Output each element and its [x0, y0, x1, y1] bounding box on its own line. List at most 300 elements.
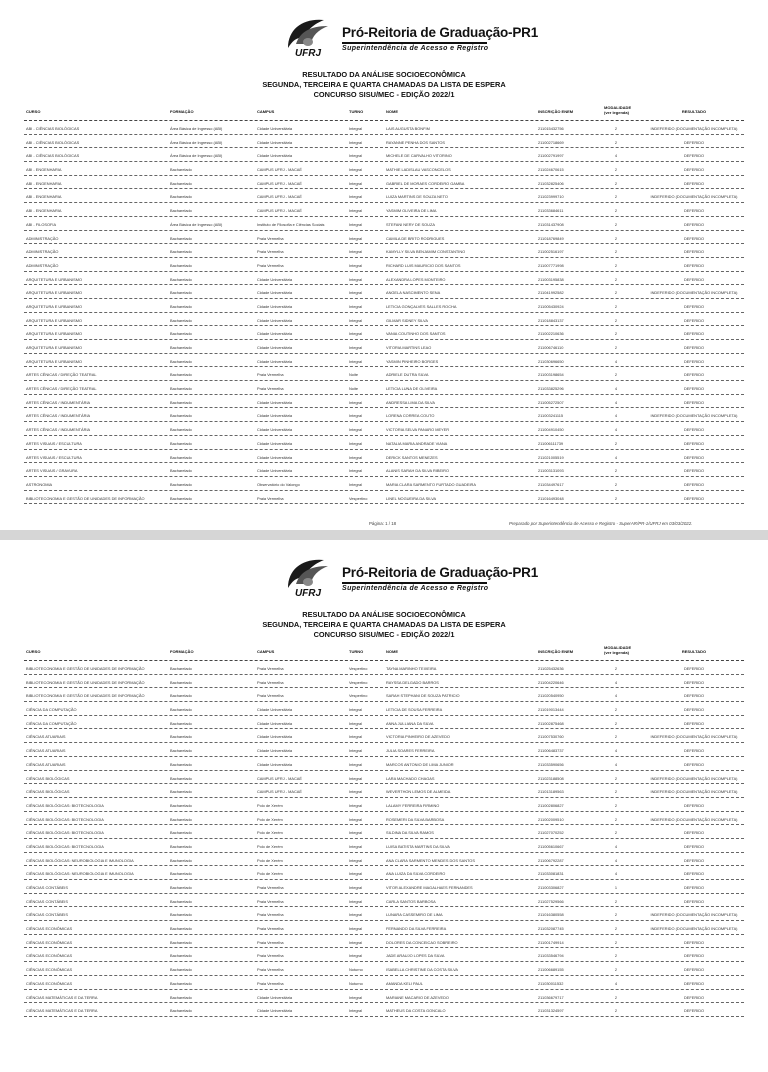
cell-turno: Integral — [349, 789, 362, 795]
cell-campus: Cidade Universitária — [257, 126, 293, 131]
cell-turno: Integral — [349, 399, 362, 405]
cell-formacao: Bacharelado — [170, 830, 192, 836]
cell-nome: MATHIE LADISLAU VASCONCELOS — [386, 167, 451, 173]
cell-modalidade: 2 — [614, 939, 618, 945]
report-heading — [0, 610, 768, 640]
cell-turno: Integral — [349, 358, 362, 364]
cell-resultado: INDEFERIDO (DOCUMENTAÇÃO INCOMPLETA) — [650, 775, 738, 781]
cell-modalidade: 4 — [614, 693, 618, 699]
cell-curso: CIÊNCIA DA COMPUTAÇÃO — [26, 720, 77, 726]
cell-campus: Praia Vermelha — [257, 912, 284, 918]
heading-line-2: SEGUNDA, TERCEIRA E QUARTA CHAMADAS DA LISTA DE ESPERA — [262, 80, 506, 89]
cell-inscricao: 211007530760 — [538, 734, 564, 740]
cell-curso: CIÊNCIAS BIOLÓGICAS — [26, 775, 70, 781]
cell-resultado: DEFERIDO — [683, 843, 705, 849]
cell-formacao: Bacharelado — [170, 345, 192, 350]
cell-formacao: Bacharelado — [170, 748, 192, 754]
cell-resultado: DEFERIDO — [683, 440, 705, 446]
cell-nome: LETICIA GONÇALVES SALLES ROCHA — [386, 303, 457, 309]
cell-resultado: DEFERIDO — [683, 481, 705, 487]
cell-curso: CIÊNCIAS BIOLÓGICAS: BIOTECNOLOGIA — [26, 816, 104, 822]
cell-campus: Polo de Xerém — [257, 857, 283, 863]
table-row — [24, 853, 744, 867]
table-header — [24, 644, 744, 661]
table-row — [24, 258, 744, 272]
cell-formacao: Área Básica de Ingresso (ABI) — [170, 126, 223, 131]
cell-campus: Cidade Universitária — [257, 139, 293, 145]
cell-campus: Polo de Xerém — [257, 871, 283, 877]
cell-modalidade: 2 — [614, 126, 618, 131]
cell-nome: STEFANI NERY DE SOUZA — [386, 221, 435, 227]
cell-turno: Integral — [349, 167, 362, 173]
cell-formacao: Bacharelado — [170, 317, 192, 323]
cell-modalidade: 4 — [614, 871, 618, 877]
cell-resultado: DEFERIDO — [683, 208, 705, 214]
cell-modalidade: 2 — [614, 926, 618, 932]
cell-nome: JADE ARAUJO LOPES DA SILVA — [386, 953, 445, 959]
col-inscricao: INSCRIÇÃO ENEM — [538, 109, 574, 114]
cell-campus: Polo de Xerém — [257, 830, 283, 836]
cell-turno: Integral — [349, 953, 362, 959]
cell-campus: Praia Vermelha — [257, 885, 284, 890]
col-resultado: RESULTADO — [681, 649, 707, 654]
cell-modalidade: 2 — [614, 249, 618, 255]
document-page — [0, 540, 768, 1072]
cell-nome: LALAMY FERREIRA FIRMINO — [386, 802, 440, 808]
cell-curso: CIÊNCIAS BIOLÓGICAS: NEUROBIOLOGIA E IMUNOLOGIA — [26, 857, 134, 863]
cell-curso: ABI - ENGENHARIA — [26, 180, 62, 186]
cell-inscricao: 211020540950 — [538, 693, 564, 699]
logo-title: Pró-Reitoria de Graduação-PR1 — [342, 25, 539, 40]
cell-formacao: Área Básica de Ingresso (ABI) — [170, 139, 223, 145]
cell-curso: BIBLIOTECONOMIA E GESTÃO DE UNIDADES DE INFORMAÇÃO — [26, 666, 145, 671]
table-row — [24, 675, 744, 689]
cell-turno: Vespertino — [349, 666, 368, 671]
document-page — [0, 0, 768, 532]
col-curso: CURSO — [26, 109, 41, 114]
cell-inscricao: 211005430924 — [538, 303, 564, 309]
table-row — [24, 395, 744, 409]
table-row — [24, 839, 744, 853]
cell-inscricao: 211019013444 — [538, 707, 564, 713]
prograd-logo — [284, 554, 539, 600]
cell-formacao: Bacharelado — [170, 816, 192, 822]
cell-inscricao: 211033546794 — [538, 953, 564, 959]
cell-inscricao: 211016380558 — [538, 912, 564, 918]
cell-campus: Cidade Universitária — [257, 454, 293, 460]
table-row — [24, 450, 744, 464]
cell-nome: DERICK SANTOS MENEZES — [386, 454, 438, 460]
cell-formacao: Bacharelado — [170, 720, 192, 726]
cell-resultado: DEFERIDO — [683, 871, 705, 877]
cell-campus: Praia Vermelha — [257, 235, 284, 241]
cell-nome: VICTORIA PINHEIRO DE AZEVEDO — [386, 734, 450, 740]
cell-resultado: INDEFERIDO (DOCUMENTAÇÃO INCOMPLETA) — [650, 290, 738, 296]
cell-turno: Integral — [349, 468, 362, 474]
cell-campus: Praia Vermelha — [257, 980, 284, 986]
cell-modalidade: 4 — [614, 761, 618, 767]
cell-turno: Integral — [349, 139, 362, 145]
cell-nome: ALEXANDRA LOPES MONTEIRO — [386, 276, 446, 282]
cell-resultado: DEFERIDO — [683, 303, 705, 309]
cell-modalidade: 4 — [614, 980, 618, 986]
cell-curso: BIBLIOTECONOMIA E GESTÃO DE UNIDADES DE INFORMAÇÃO — [26, 679, 145, 685]
cell-campus: Cidade Universitária — [257, 720, 293, 726]
cell-nome: RAYANNE PENHA DOS SANTOS — [386, 139, 446, 145]
cell-curso: ARTES CÊNICAS / INDUMENTÁRIA — [26, 427, 91, 433]
cell-turno: Integral — [349, 1008, 362, 1014]
cell-nome: VITORIA MARTINS LEAO — [386, 345, 432, 350]
cell-inscricao: 211023999710 — [538, 194, 564, 200]
cell-campus: CAMPUS UFRJ - MACAÉ — [257, 180, 302, 186]
cell-inscricao: 211004910450 — [538, 427, 564, 433]
cell-turno: Integral — [349, 413, 362, 419]
cell-formacao: Bacharelado — [170, 885, 192, 890]
cell-formacao: Bacharelado — [170, 358, 192, 364]
cell-modalidade: 2 — [614, 139, 618, 145]
cell-formacao: Bacharelado — [170, 290, 192, 296]
cell-formacao: Bacharelado — [170, 235, 192, 241]
cell-formacao: Bacharelado — [170, 303, 192, 309]
cell-resultado: DEFERIDO — [683, 720, 705, 726]
cell-turno: Integral — [349, 481, 362, 487]
cell-inscricao: 211003306827 — [538, 885, 564, 890]
cell-formacao: Bacharelado — [170, 939, 192, 945]
cell-inscricao: 211027529566 — [538, 898, 564, 904]
cell-resultado: DEFERIDO — [683, 372, 705, 378]
cell-campus: Cidade Universitária — [257, 276, 293, 282]
cell-modalidade: 2 — [614, 495, 618, 501]
cell-nome: LORENA CORREA COUTO — [386, 413, 435, 419]
cell-formacao: Bacharelado — [170, 775, 192, 781]
cell-campus: Praia Vermelha — [257, 495, 284, 501]
table-row — [24, 367, 744, 381]
cell-modalidade: 2 — [614, 816, 618, 822]
cell-nome: ALANIS SARAH DA SILVA RIBEIRO — [386, 468, 449, 474]
logo-divider — [342, 42, 487, 44]
cell-curso: BIBLIOTECONOMIA E GESTÃO DE UNIDADES DE INFORMAÇÃO — [26, 693, 145, 699]
cell-inscricao: 211006689155 — [538, 967, 564, 973]
cell-modalidade: 2 — [614, 967, 618, 973]
cell-formacao: Bacharelado — [170, 734, 192, 740]
cell-resultado: DEFERIDO — [683, 666, 705, 671]
cell-nome: LUIZA MARTINS DE SOUZA NETO — [386, 194, 448, 200]
cell-campus: Praia Vermelha — [257, 967, 284, 973]
cell-modalidade: 2 — [614, 235, 618, 241]
cell-formacao: Bacharelado — [170, 167, 192, 173]
heading-line-3: CONCURSO SISU/MEC - EDIÇÃO 2022/1 — [313, 90, 455, 99]
cell-turno: Noite — [349, 386, 359, 392]
cell-turno: Integral — [349, 317, 362, 323]
cell-inscricao: 211018843137 — [538, 317, 564, 323]
cell-resultado: DEFERIDO — [683, 707, 705, 713]
cell-turno: Integral — [349, 290, 362, 296]
cell-resultado: DEFERIDO — [683, 830, 705, 836]
cell-inscricao: 211003195838 — [538, 276, 564, 282]
table-row — [24, 825, 744, 839]
cell-resultado: DEFERIDO — [683, 885, 705, 890]
cell-modalidade: 2 — [614, 898, 618, 904]
cell-curso: ASTRONOMIA — [26, 481, 53, 487]
table-header — [24, 104, 744, 121]
col-campus: CAMPUS — [257, 109, 275, 114]
cell-nome: ANA CLARA SARMENTO MENDES DOS SANTOS — [386, 857, 475, 863]
cell-formacao: Bacharelado — [170, 871, 192, 877]
cell-modalidade: 4 — [614, 427, 618, 433]
cell-turno: Integral — [349, 707, 362, 713]
cell-resultado: INDEFERIDO (DOCUMENTAÇÃO INCOMPLETA) — [650, 413, 738, 419]
cell-campus: Cidade Universitária — [257, 303, 293, 309]
heading-line-1: RESULTADO DA ANÁLISE SOCIOECONÔMICA — [302, 70, 466, 79]
cell-modalidade: 2 — [614, 303, 618, 309]
table-row — [24, 948, 744, 962]
cell-nome: MATHEUS DA COSTA GONCALO — [386, 1008, 446, 1014]
cell-campus: Praia Vermelha — [257, 372, 284, 378]
cell-formacao: Bacharelado — [170, 926, 192, 932]
cell-nome: FERNANDO DA SILVA FERREIRA — [386, 926, 447, 932]
cell-resultado: DEFERIDO — [683, 939, 705, 945]
table-row — [24, 1003, 744, 1017]
cell-curso: ARQUITETURA E URBANISMO — [26, 345, 82, 350]
cell-campus: Cidade Universitária — [257, 153, 293, 159]
table-row — [24, 272, 744, 286]
cell-inscricao: 211031324597 — [538, 1008, 564, 1014]
logo-title: Pró-Reitoria de Graduação-PR1 — [342, 565, 539, 580]
cell-resultado: DEFERIDO — [683, 748, 705, 754]
cell-resultado: DEFERIDO — [683, 399, 705, 405]
logo-subtitle: Superintendência de Acesso e Registro — [342, 45, 489, 52]
cell-formacao: Bacharelado — [170, 980, 192, 986]
cell-inscricao: 211033590656 — [538, 761, 564, 767]
table-row — [24, 244, 744, 258]
cell-curso: ARTES VISUAIS / ESCULTURA — [26, 440, 82, 446]
cell-curso: CIÊNCIAS BIOLÓGICAS — [26, 789, 70, 795]
cell-inscricao: 211005272507 — [538, 399, 564, 405]
cell-resultado: DEFERIDO — [683, 454, 705, 460]
cell-campus: Praia Vermelha — [257, 926, 284, 932]
cell-campus: Praia Vermelha — [257, 386, 284, 392]
cell-modalidade: 2 — [614, 707, 618, 713]
table-row — [24, 688, 744, 702]
col-formacao: FORMAÇÃO — [170, 649, 194, 654]
cell-turno: Integral — [349, 939, 362, 945]
cell-inscricao: 211031437908 — [538, 221, 564, 227]
cell-curso: CIÊNCIAS ATUARIAIS — [26, 748, 66, 754]
cell-inscricao: 211030011532 — [538, 980, 564, 986]
cell-turno: Integral — [349, 802, 362, 808]
cell-curso: CIÊNCIAS MATEMÁTICAS E DA TERRA — [26, 994, 98, 1000]
cell-modalidade: 2 — [614, 912, 618, 918]
cell-curso: ADMINISTRAÇÃO — [26, 235, 59, 241]
cell-curso: ABI - ENGENHARIA — [26, 194, 62, 200]
table-row — [24, 285, 744, 299]
table-row — [24, 408, 744, 422]
cell-resultado: DEFERIDO — [683, 693, 705, 699]
cell-modalidade: 2 — [614, 208, 618, 214]
cell-turno: Integral — [349, 276, 362, 282]
cell-modalidade: 2 — [614, 262, 618, 268]
table-row — [24, 812, 744, 826]
cell-resultado: DEFERIDO — [683, 679, 705, 685]
cell-campus: Praia Vermelha — [257, 898, 284, 904]
cell-curso: ADMINISTRAÇÃO — [26, 262, 59, 268]
cell-nome: MARIA CLARA SARMENTO FURTADO GUADEIRA — [386, 481, 476, 487]
cell-turno: Vespertino — [349, 679, 368, 685]
cell-formacao: Bacharelado — [170, 994, 192, 1000]
cell-formacao: Bacharelado — [170, 399, 192, 405]
cell-campus: Cidade Universitária — [257, 358, 293, 364]
cell-campus: Cidade Universitária — [257, 413, 293, 419]
cell-modalidade: 2 — [614, 802, 618, 808]
cell-campus: Cidade Universitária — [257, 440, 293, 446]
cell-campus: Cidade Universitária — [257, 748, 293, 754]
cell-nome: RAYSSA DELGADO BARROS — [386, 679, 439, 685]
table-row — [24, 784, 744, 798]
cell-modalidade: 4 — [614, 679, 618, 685]
prepared-by-note: Preparado por Superintendência de Acesso e Registro - SuperAR/PR-1/UFRJ em 03/03/2022. — [509, 521, 693, 526]
cell-nome: LETICIA LUNA DE OLIVEIRA — [386, 386, 438, 392]
cell-turno: Integral — [349, 345, 362, 350]
cell-curso: ARQUITETURA E URBANISMO — [26, 358, 82, 364]
cell-turno: Integral — [349, 153, 362, 159]
cell-nome: AMANDA KELI PAUL — [386, 980, 423, 986]
cell-formacao: Bacharelado — [170, 953, 192, 959]
cell-formacao: Bacharelado — [170, 1008, 192, 1014]
cell-turno: Vespertino — [349, 495, 368, 501]
cell-nome: LETICIA DE SOUSA FERREIRA — [386, 707, 443, 713]
cell-formacao: Bacharelado — [170, 468, 192, 474]
cell-turno: Integral — [349, 454, 362, 460]
cell-nome: ISABELLA CHRISTINE DA COSTA SILVA — [386, 967, 458, 973]
table-row — [24, 935, 744, 949]
cell-campus: Cidade Universitária — [257, 290, 293, 296]
cell-resultado: INDEFERIDO (DOCUMENTAÇÃO INCOMPLETA) — [650, 816, 738, 822]
cell-campus: Cidade Universitária — [257, 734, 293, 740]
cell-formacao: Bacharelado — [170, 693, 192, 699]
cell-inscricao: 211033825296 — [538, 386, 564, 392]
cell-inscricao: 211003131093 — [538, 468, 564, 474]
cell-nome: YASMIM OLIVEIRA DE LIMA — [386, 208, 437, 214]
cell-campus: Cidade Universitária — [257, 317, 293, 323]
cell-nome: ADRIELE DUTRA SILVA — [386, 372, 429, 378]
cell-resultado: DEFERIDO — [683, 386, 705, 392]
cell-campus: Cidade Universitária — [257, 468, 293, 474]
cell-turno: Noturno — [349, 967, 363, 973]
cell-inscricao: 211002791997 — [538, 153, 564, 159]
cell-inscricao: 211032825406 — [538, 180, 564, 186]
cell-turno: Integral — [349, 885, 362, 890]
cell-inscricao: 211002210636 — [538, 331, 564, 337]
col-modalidade: MODALIDADE (ver legenda) — [604, 105, 632, 115]
report-heading — [0, 70, 768, 100]
cell-curso: CIÊNCIAS ECONÔMICAS — [26, 953, 73, 959]
cell-formacao: Bacharelado — [170, 967, 192, 973]
cell-modalidade: 2 — [614, 789, 618, 795]
page-separator — [0, 530, 768, 540]
cell-inscricao: 211006792287 — [538, 857, 564, 863]
table-row — [24, 148, 744, 162]
cell-nome: LAIS AUGUSTA BONFIM — [386, 126, 430, 131]
cell-curso: ARQUITETURA E URBANISMO — [26, 276, 82, 282]
table-row — [24, 217, 744, 231]
cell-inscricao: 211015432756 — [538, 126, 564, 131]
cell-modalidade: 2 — [614, 276, 618, 282]
cell-formacao: Bacharelado — [170, 454, 192, 460]
table-row — [24, 757, 744, 771]
cell-nome: ANNA JULLIANA DA SILVA — [386, 720, 434, 726]
cell-nome: YASMIN PINHEIRO BORGES — [386, 358, 439, 364]
cell-campus: CAMPUS UFRJ - MACAÉ — [257, 775, 302, 781]
cell-curso: ADMINISTRAÇÃO — [26, 249, 59, 255]
cell-formacao: Bacharelado — [170, 208, 192, 214]
table-row — [24, 422, 744, 436]
cell-curso: ARTES VISUAIS / GRAVURA — [26, 468, 78, 474]
table-row — [24, 189, 744, 203]
cell-turno: Vespertino — [349, 693, 368, 699]
cell-resultado: DEFERIDO — [683, 153, 705, 159]
cell-modalidade: 2 — [614, 440, 618, 446]
cell-modalidade: 4 — [614, 857, 618, 863]
col-turno: TURNO — [349, 109, 364, 114]
cell-nome: GILMAR SIDNEY SILVA — [386, 317, 428, 323]
cell-modalidade: 2 — [614, 194, 618, 200]
cell-inscricao: 211030696650 — [538, 358, 564, 364]
cell-curso: CIÊNCIAS BIOLÓGICAS: NEUROBIOLOGIA E IMUNOLOGIA — [26, 871, 134, 877]
cell-resultado: DEFERIDO — [683, 1008, 705, 1014]
table-row — [24, 729, 744, 743]
cell-resultado: DEFERIDO — [683, 761, 705, 767]
table-row — [24, 491, 744, 505]
cell-turno: Integral — [349, 303, 362, 309]
cell-curso: CIÊNCIAS ECONÔMICAS — [26, 926, 73, 932]
table-row — [24, 354, 744, 368]
cell-campus: Cidade Universitária — [257, 427, 293, 433]
cell-curso: CIÊNCIA DA COMPUTAÇÃO — [26, 707, 77, 713]
cell-campus: Cidade Universitária — [257, 707, 293, 713]
cell-curso: CIÊNCIAS BIOLÓGICAS: BIOTECNOLOGIA — [26, 830, 104, 836]
cell-formacao: Bacharelado — [170, 372, 192, 378]
table-row — [24, 463, 744, 477]
cell-campus: Praia Vermelha — [257, 939, 284, 945]
cell-campus: Instituto de Filosofia e Ciências Sociais — [257, 221, 325, 227]
cell-resultado: DEFERIDO — [683, 468, 705, 474]
cell-inscricao: 211024670615 — [538, 167, 564, 173]
cell-modalidade: 2 — [614, 180, 618, 186]
cell-turno: Integral — [349, 235, 362, 241]
heading-line-1: RESULTADO DA ANÁLISE SOCIOECONÔMICA — [302, 610, 466, 619]
cell-turno: Integral — [349, 871, 362, 877]
cell-curso: ARTES CÊNICAS / DIREÇÃO TEATRAL — [26, 386, 97, 392]
cell-curso: CIÊNCIAS ECONÔMICAS — [26, 980, 73, 986]
cell-formacao: Bacharelado — [170, 679, 192, 685]
cell-turno: Integral — [349, 180, 362, 186]
cell-campus: Cidade Universitária — [257, 399, 293, 405]
cell-inscricao: 211003241115 — [538, 413, 564, 419]
table-row — [24, 921, 744, 935]
cell-resultado: DEFERIDO — [683, 276, 705, 282]
cell-nome: VANIA COUTINHO DOS SANTOS — [386, 331, 446, 337]
cell-resultado: DEFERIDO — [683, 857, 705, 863]
cell-formacao: Bacharelado — [170, 912, 192, 918]
cell-curso: ARTES CÊNICAS / DIREÇÃO TEATRAL — [26, 372, 97, 378]
cell-inscricao: 211006111739 — [538, 440, 564, 446]
cell-nome: LARA MACHADO CHAGAS — [386, 775, 435, 781]
table-row — [24, 962, 744, 976]
col-nome: NOME — [386, 649, 398, 654]
cell-campus: Cidade Universitária — [257, 761, 293, 767]
cell-inscricao: 211027070252 — [538, 830, 564, 836]
cell-resultado: DEFERIDO — [683, 331, 705, 337]
